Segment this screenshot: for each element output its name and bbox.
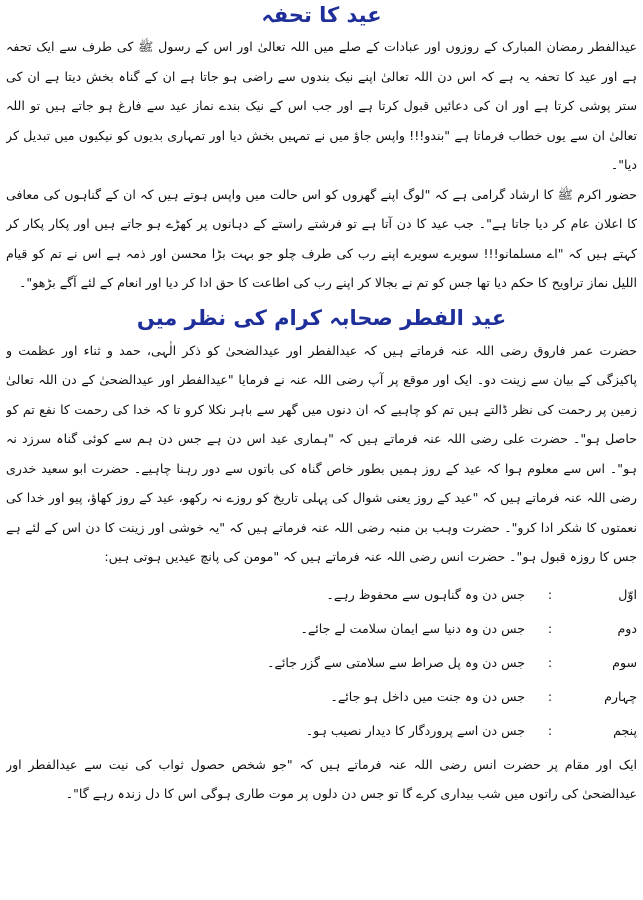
list-item (6, 646, 637, 680)
paragraph-eid-gift: عیدالفطر رمضان المبارک کے روزوں اور عبادات کے صلے میں اللہ تعالیٰ اور اس کے رسول ﷺ کی طرف سے ایک تحفہ ہے اور عید کا تحفہ یہ ہے کہ اس دن اللہ تعالیٰ اپنے نیک بندوں سے راضی ہو جاتا ہے ان کے گناہ بخش دیتا ہے ان کی ستر پوشی کرتا ہے اور ان کی دعائیں قبول کرتا ہے اور جب اس کے نیک بندے نماز عید سے فارغ ہو جاتے ہیں تو اللہ تعالیٰ ان سے یوں خطاب فرماتا ہے "بندو!!! واپس جاؤ میں نے تمہیں بخش دیا اور تمہاری بدیوں کو نیکیوں میں تبدیل کر دیا"۔ (6, 39, 637, 172)
list-item (6, 680, 637, 714)
paragraph-night-vigil: ایک اور مقام پر حضرت انس رضی اللہ عنہ فرماتے ہیں کہ "جو شخص حصول ثواب کی نیت سے عیدالفطر اور عیدالضحیٰ کی راتوں میں شب بیداری کرے گا تو جس دن دلوں پر موت طاری ہوگی اس کا دل زندہ رہے گا"۔ (6, 756, 637, 801)
list-item-text: جس دن اسے پروردگار کا دیدار نصیب ہو۔ (305, 723, 525, 738)
list-item-colon: : (547, 689, 553, 704)
list-item-number: پنجم (613, 723, 637, 738)
list-item-colon: : (547, 621, 553, 636)
list-item-text: جس دن وہ جنت میں داخل ہو جائے۔ (330, 689, 525, 704)
list-item-text: جس دن وہ پل صراط سے سلامتی سے گزر جائے۔ (267, 655, 525, 670)
list-item (6, 714, 637, 748)
paragraph-prophet-saying: حضور اکرم ﷺ کا ارشاد گرامی ہے کہ "لوگ اپنے گھروں کو اس حالت میں واپس ہوتے ہیں کہ ان کے گناہوں کی معافی کا اعلان عام کر دیا جاتا ہے"۔ جب عید کا دن آتا ہے تو فرشتے راستے کے دہانوں پر کھڑے ہو جاتے ہیں اور پکار پکار کر کہتے ہیں کہ "اے مسلمانو!!! سویرے سویرے اپنے رب کی طرف چلو جو بہت بڑا محسن اور ذمہ ہے اس نے تم کو قیام اللیل نماز تراویح کا حکم دیا تھا جس کو تم نے بجالا کر اپنے رب کی اطاعت کا حق ادا کر دیا اور انعام کے لئے آگے بڑھو"۔ (6, 186, 637, 290)
list-item-text: جس دن وہ دنیا سے ایمان سلامت لے جائے۔ (300, 621, 525, 636)
section-heading-companions: عید الفطر صحابہ کرام کی نظر میں (136, 305, 507, 330)
list-item-number: دوم (617, 621, 637, 636)
list-item-number: سوم (612, 655, 637, 670)
list-item (6, 612, 637, 646)
list-item-colon: : (547, 587, 553, 602)
section-heading-eid-gift: عید کا تحفہ (261, 3, 382, 27)
list-item-colon: : (547, 723, 553, 738)
five-eids-list (6, 578, 637, 748)
paragraph-companions-sayings: حضرت عمر فاروق رضی اللہ عنہ فرماتے ہیں کہ عیدالفطر اور عیدالضحیٰ کو ذکر الٰہی، حمد و ثناء اور عظمت و پاکیزگی کے بیان سے زینت دو۔ ایک اور موقع پر آپ رضی اللہ عنہ نے فرمایا "عیدالفطر اور عیدالضحیٰ کے دن اللہ تعالیٰ زمین پر رحمت کی نظر ڈالتے ہیں تم کو چاہیے کہ ان دنوں میں گھر سے باہر نکلا کرو تا کہ خدا کی رحمت کا نفع تم کو حاصل ہو"۔ حضرت علی رضی اللہ عنہ فرماتے ہیں کہ "ہماری عید اس دن ہے جس دن ہم سے کوئی گناہ سرزد نہ ہو"۔ اس سے معلوم ہوا کہ عید کے روز ہمیں بطور خاص گناہ کی باتوں سے دور رہنا چاہیے۔ حضرت ابو سعید خدری رضی اللہ عنہ فرماتے ہیں کہ "عید کے روز یعنی شوال کی پہلی تاریخ کو روزے نہ رکھو، عید کے روز کھاؤ، پیو اور خدا کی نعمتوں کا شکر ادا کرو"۔ حضرت وہب بن منبہ رضی اللہ عنہ فرماتے ہیں کہ "یہ خوشی اور زینت کا دن اس کے لئے ہے جس کا روزہ قبول ہو"۔ حضرت انس رضی اللہ عنہ فرماتے ہیں کہ "مومن کی پانچ عیدیں ہوتی ہیں: (6, 342, 637, 564)
list-item-number: اوّل (618, 587, 637, 602)
list-item-colon: : (547, 655, 553, 670)
list-item-text: جس دن وہ گناہوں سے محفوظ رہے۔ (326, 587, 525, 602)
list-item (6, 578, 637, 612)
list-item-number: چہارم (604, 689, 637, 704)
